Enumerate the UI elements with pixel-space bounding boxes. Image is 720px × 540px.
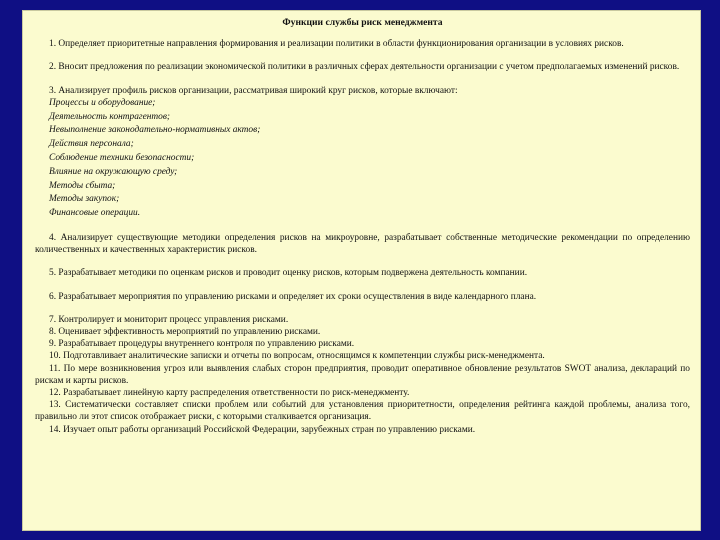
slide-title: Функции службы риск менеджмента — [282, 17, 443, 28]
function-item-3: 3. Анализирует профиль рисков организации, рассматривая широкий круг рисков, которые включают: — [49, 85, 458, 96]
risk-list-item: Действия персонала; — [49, 139, 134, 150]
function-item-13: 13. Систематически составляет списки проблем или событий для установления приоритетности, определения рейтинга каждой проблемы, анализа того, правильно ли этот список отображает риски, с которыми сталкивается организация. — [35, 400, 690, 423]
risk-list-item: Методы закупок; — [49, 194, 120, 205]
spacer — [35, 280, 690, 291]
function-item-6: 6. Разрабатывает мероприятия по управлению рисками и определяет их сроки осуществления в виде календарного плана. — [49, 291, 537, 302]
function-item-8: 8. Оценивает эффективность мероприятий по управлению рисками. — [49, 327, 321, 337]
function-item-7: 7. Контролирует и мониторит процесс управления рисками. — [49, 314, 289, 325]
function-item-14: 14. Изучает опыт работы организаций Российской Федерации, зарубежных стран по управлению рисками. — [49, 424, 476, 435]
spacer — [35, 303, 690, 314]
function-item-1: 1. Определяет приоритетные направления формирования и реализации политики в области функционирования организации в условиях рисков. — [49, 39, 624, 50]
function-item-2: 2. Вносит предложения по реализации экономической политики в различных сферах деятельности организации с учетом предполагаемых изменений рисков. — [49, 62, 680, 73]
risk-list-item: Финансовые операции. — [49, 208, 141, 219]
function-item-4: 4. Анализирует существующие методики определения рисков на микроуровне, разрабатывает собственные методические рекомендации по определению количественных и качественных характеристик рисков. — [35, 232, 690, 256]
spacer — [35, 50, 690, 61]
risk-list-item: Влияние на окружающую среду; — [49, 166, 178, 177]
risk-list-item: Деятельность контрагентов; — [49, 111, 171, 122]
function-item-10: 10. Подготавливает аналитические записки и отчеты по вопросам, относящимся к компетенции службы риск-менеджмента. — [49, 351, 545, 362]
spacer — [35, 221, 690, 232]
function-item-9: 9. Разрабатывает процедуры внутреннего контроля по управлению рисками. — [49, 339, 355, 350]
risk-list-item: Соблюдение техники безопасности; — [49, 153, 195, 163]
risk-list-item: Невыполнение законодательно-нормативных актов; — [49, 125, 261, 136]
risk-list-item: Методы сбыта; — [49, 180, 116, 191]
risk-list — [49, 97, 690, 221]
function-item-12: 12. Разрабатывает линейную карту распределения ответственности по риск-менеджменту. — [49, 388, 410, 399]
spacer — [35, 256, 690, 267]
risk-list-item: Процессы и оборудование; — [49, 97, 156, 108]
function-item-11: 11. По мере возникновения угроз или выявления слабых сторон предприятия, проводит оперативное обновление результатов SWOT анализа, деклараций по рискам и карты рисков. — [35, 363, 690, 386]
spacer — [35, 74, 690, 85]
slide — [22, 10, 701, 531]
function-item-5: 5. Разрабатывает методики по оценкам рисков и проводит оценку рисков, которым подвержена деятельность компании. — [49, 268, 528, 279]
